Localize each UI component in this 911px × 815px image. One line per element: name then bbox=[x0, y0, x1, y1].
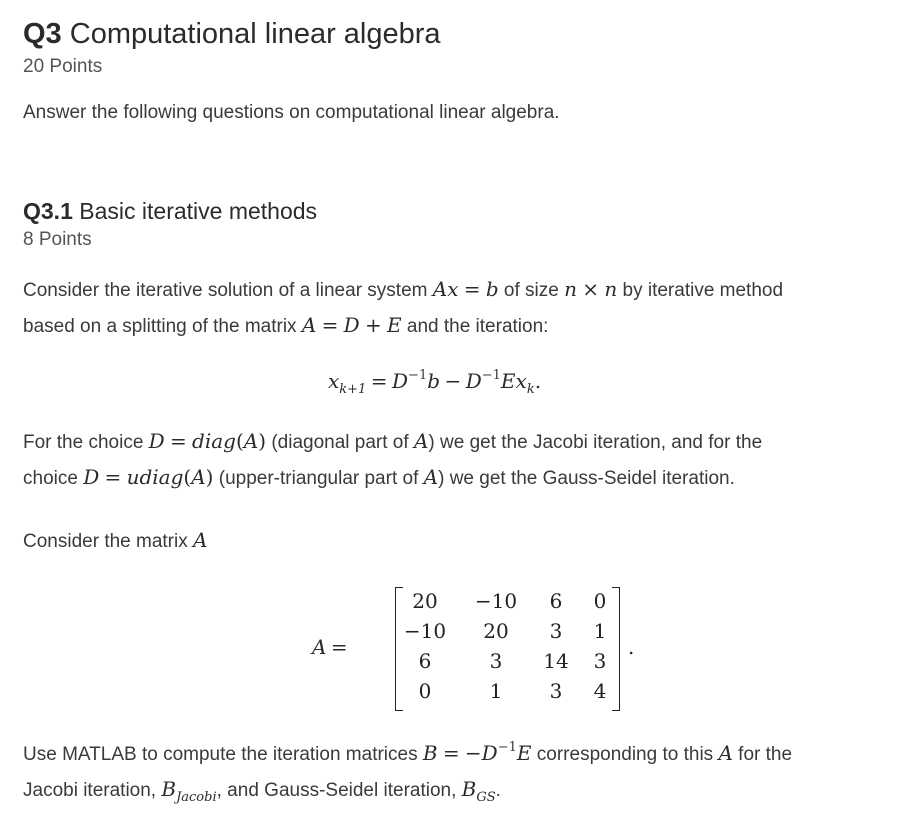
matrix-cell: 20 bbox=[483, 619, 509, 643]
text-segment: ) we get the Jacobi iteration, and for the bbox=[428, 432, 763, 453]
paragraph-matlab-task bbox=[23, 731, 792, 815]
math-period: . bbox=[534, 369, 542, 393]
math-A: A bbox=[301, 313, 317, 337]
math-A: A bbox=[193, 528, 208, 552]
matrix-cell: 0 bbox=[593, 589, 607, 613]
math-E: E bbox=[386, 313, 402, 337]
math-paren: ( bbox=[183, 465, 192, 489]
math-minus: − bbox=[444, 369, 462, 393]
paragraph-linear-system bbox=[23, 272, 783, 344]
matrix-cell: 20 bbox=[412, 589, 438, 613]
math-equals: = bbox=[442, 741, 460, 765]
text-segment: . bbox=[495, 780, 501, 801]
text-segment: Consider the matrix bbox=[23, 531, 194, 552]
math-paren: ) bbox=[258, 429, 267, 453]
matrix-cell: 14 bbox=[543, 649, 569, 673]
math-D: D bbox=[465, 369, 482, 393]
math-paren: ( bbox=[235, 429, 244, 453]
matrix-cell: −10 bbox=[403, 619, 447, 643]
math-D: D bbox=[148, 429, 165, 453]
math-D: D bbox=[343, 313, 360, 337]
subquestion-title bbox=[23, 198, 317, 225]
math-B: B bbox=[422, 741, 438, 765]
math-n: n bbox=[564, 277, 578, 301]
text-segment: of size bbox=[498, 280, 565, 301]
paragraph-consider-matrix bbox=[23, 523, 207, 559]
matrix-cell: 3 bbox=[549, 679, 563, 703]
math-udiag: udiag bbox=[126, 465, 184, 489]
text-segment: and the iteration: bbox=[401, 316, 549, 337]
math-superscript: −1 bbox=[481, 368, 501, 383]
math-paren: ) bbox=[205, 465, 214, 489]
text-segment: (diagonal part of bbox=[266, 432, 414, 453]
text-segment: Use MATLAB to compute the iteration matrices bbox=[23, 744, 423, 765]
math-n: n bbox=[604, 277, 618, 301]
matrix-cell: 3 bbox=[489, 649, 503, 673]
math-equals: = bbox=[330, 635, 348, 659]
math-A: A bbox=[243, 429, 259, 453]
math-equals: = bbox=[170, 429, 187, 453]
subquestion-number: Q3.1 bbox=[23, 198, 73, 224]
math-x: x bbox=[447, 277, 459, 301]
text-segment: For the choice bbox=[23, 432, 149, 453]
text-segment: by iterative method bbox=[617, 280, 784, 301]
math-equals: = bbox=[463, 277, 481, 301]
math-subscript: k+1 bbox=[339, 382, 367, 397]
matrix-A-display bbox=[312, 585, 652, 715]
text-segment: Jacobi iteration, bbox=[23, 780, 162, 801]
text-segment: (upper-triangular part of bbox=[213, 468, 424, 489]
math-B: B bbox=[461, 777, 477, 801]
math-superscript: −1 bbox=[497, 740, 517, 755]
question-number: Q3 bbox=[23, 18, 62, 50]
math-E: E bbox=[500, 369, 516, 393]
math-A: A bbox=[432, 277, 448, 301]
math-diag: diag bbox=[192, 429, 236, 453]
math-A: A bbox=[191, 465, 206, 489]
matrix-cell: −10 bbox=[474, 589, 518, 613]
subquestion-points: 8 Points bbox=[23, 229, 92, 250]
math-b: b bbox=[427, 369, 441, 393]
math-equals: = bbox=[321, 313, 339, 337]
math-superscript: −1 bbox=[408, 368, 428, 383]
math-D: D bbox=[392, 369, 409, 393]
text-segment: for the bbox=[732, 744, 793, 765]
math-plus: + bbox=[364, 313, 382, 337]
math-A: A bbox=[423, 465, 439, 489]
math-b: b bbox=[485, 277, 499, 301]
text-segment: , and Gauss-Seidel iteration, bbox=[216, 780, 462, 801]
iteration-equation bbox=[328, 368, 541, 397]
math-subscript: k bbox=[526, 382, 535, 397]
math-A: A bbox=[413, 429, 429, 453]
matrix-cell: 6 bbox=[418, 649, 432, 673]
math-D: D bbox=[83, 465, 100, 489]
math-equals: = bbox=[104, 465, 122, 489]
math-times: × bbox=[582, 277, 600, 301]
text-segment: ) we get the Gauss-Seidel iteration. bbox=[438, 468, 735, 489]
math-equals: = bbox=[370, 369, 388, 393]
subquestion-title-text: Basic iterative methods bbox=[79, 198, 318, 224]
math-x: x bbox=[515, 369, 527, 393]
math-subscript: Jacobi bbox=[176, 790, 217, 805]
matrix-cell: 3 bbox=[549, 619, 563, 643]
matrix-cell: 4 bbox=[593, 679, 607, 703]
text-segment: choice bbox=[23, 468, 84, 489]
math-A: A bbox=[312, 635, 327, 659]
matrix-cell: 0 bbox=[418, 679, 432, 703]
question-points: 20 Points bbox=[23, 56, 103, 77]
matrix-trailing-period: . bbox=[628, 635, 635, 659]
text-segment: Consider the iterative solution of a linear system bbox=[23, 280, 433, 301]
math-A: A bbox=[718, 741, 733, 765]
matrix-cell: 1 bbox=[593, 619, 607, 643]
math-minus: − bbox=[464, 741, 482, 765]
text-segment: corresponding to this bbox=[531, 744, 719, 765]
math-D: D bbox=[481, 741, 498, 765]
question-title-text: Computational linear algebra bbox=[69, 18, 441, 50]
math-x: x bbox=[328, 369, 340, 393]
matrix-cell: 3 bbox=[593, 649, 607, 673]
matrix-cell: 6 bbox=[549, 589, 563, 613]
matrix-label bbox=[312, 635, 348, 659]
math-E: E bbox=[516, 741, 532, 765]
math-B: B bbox=[161, 777, 177, 801]
text-segment: based on a splitting of the matrix bbox=[23, 316, 302, 337]
paragraph-splitting-choices bbox=[23, 424, 762, 496]
math-subscript: GS bbox=[476, 790, 496, 805]
matrix-cell: 1 bbox=[489, 679, 503, 703]
question-intro: Answer the following questions on computational linear algebra. bbox=[23, 102, 560, 123]
question-title bbox=[23, 18, 441, 51]
